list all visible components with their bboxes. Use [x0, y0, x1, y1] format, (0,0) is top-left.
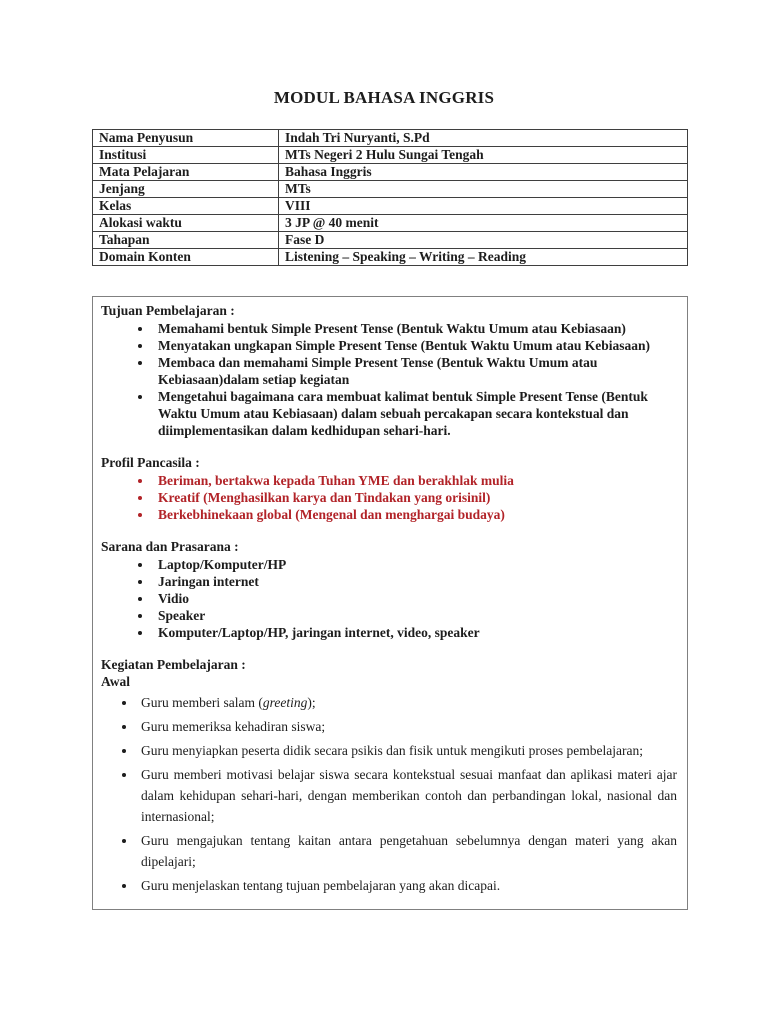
bullet-text: Guru menyiapkan peserta didik secara psikis dan fisik untuk mengikuti proses pembelajaran;	[141, 743, 643, 758]
bullet-text: Guru memberi salam (greeting);	[141, 695, 316, 710]
row-label: Jenjang	[93, 181, 279, 198]
section-subheading: Awal	[101, 674, 130, 689]
bullet-item	[153, 607, 677, 624]
section-sarana-prasarana	[101, 538, 677, 641]
row-value: VIII	[279, 198, 688, 215]
bullet-item	[137, 740, 677, 761]
row-value: MTs	[279, 181, 688, 198]
table-row	[93, 249, 688, 266]
bullet-item	[153, 506, 677, 523]
bullet-text: Speaker	[158, 608, 206, 623]
row-value: Bahasa Inggris	[279, 164, 688, 181]
table-row	[93, 232, 688, 249]
table-row	[93, 215, 688, 232]
bullet-list	[101, 320, 677, 439]
bullet-text: Menyatakan ungkapan Simple Present Tense (Bentuk Waktu Umum atau Kebiasaan)	[158, 338, 650, 353]
bullet-text: Guru mengajukan tentang kaitan antara pengetahuan sebelumnya dengan materi yang akan dipelajari;	[141, 833, 677, 869]
bullet-text: Beriman, bertakwa kepada Tuhan YME dan berakhlak mulia	[158, 473, 514, 488]
bullet-text: Vidio	[158, 591, 190, 606]
row-label: Nama Penyusun	[93, 130, 279, 147]
bullet-item	[137, 692, 677, 713]
bullet-item	[153, 573, 677, 590]
section-heading: Kegiatan Pembelajaran :	[101, 657, 246, 672]
section-heading: Tujuan Pembelajaran :	[101, 303, 235, 318]
bullet-item	[153, 556, 677, 573]
bullet-text: Membaca dan memahami Simple Present Tense (Bentuk Waktu Umum atau Kebiasaan)dalam setiap kegiatan	[158, 355, 598, 387]
section-heading: Sarana dan Prasarana :	[101, 539, 239, 554]
row-label: Domain Konten	[93, 249, 279, 266]
row-value: Indah Tri Nuryanti, S.Pd	[279, 130, 688, 147]
row-value: Listening – Speaking – Writing – Reading	[279, 249, 688, 266]
bullet-item	[153, 320, 677, 337]
row-label: Alokasi waktu	[93, 215, 279, 232]
bullet-item	[153, 489, 677, 506]
bullet-item	[137, 875, 677, 896]
bullet-item	[137, 830, 677, 872]
bullet-text: Jaringan internet	[158, 574, 259, 589]
bullet-text: Guru menjelaskan tentang tujuan pembelajaran yang akan dicapai.	[141, 878, 501, 893]
table-row	[93, 164, 688, 181]
row-label: Institusi	[93, 147, 279, 164]
page-title: MODUL BAHASA INGGRIS	[273, 88, 495, 107]
content-box	[92, 296, 688, 910]
row-label: Kelas	[93, 198, 279, 215]
bullet-list	[101, 692, 677, 896]
section-heading: Profil Pancasila :	[101, 455, 200, 470]
section-kegiatan-pembelajaran	[101, 656, 677, 896]
bullet-item	[153, 354, 677, 388]
table-row	[93, 181, 688, 198]
row-label: Mata Pelajaran	[93, 164, 279, 181]
bullet-text: Memahami bentuk Simple Present Tense (Bentuk Waktu Umum atau Kebiasaan)	[158, 321, 626, 336]
bullet-text: Berkebhinekaan global (Mengenal dan menghargai budaya)	[158, 507, 505, 522]
row-value: 3 JP @ 40 menit	[279, 215, 688, 232]
bullet-text: Komputer/Laptop/HP, jaringan internet, video, speaker	[158, 625, 480, 640]
bullet-text: Laptop/Komputer/HP	[158, 557, 287, 572]
info-table	[92, 129, 688, 266]
info-table-body	[93, 130, 688, 266]
table-row	[93, 147, 688, 164]
bullet-item	[137, 764, 677, 827]
bullet-list	[101, 556, 677, 641]
bullet-text: Kreatif (Menghasilkan karya dan Tindakan yang orisinil)	[158, 490, 491, 505]
section-profil-pancasila	[101, 454, 677, 523]
bullet-item	[153, 624, 677, 641]
bullet-text: Guru memberi motivasi belajar siswa secara kontekstual sesuai manfaat dan aplikasi materi ajar dalam kehidupan sehari-hari, dengan memberikan contoh dan perbandingan lokal, nasional dan internasional;	[141, 767, 677, 824]
row-value: Fase D	[279, 232, 688, 249]
bullet-item	[137, 716, 677, 737]
table-row	[93, 198, 688, 215]
bullet-list	[101, 472, 677, 523]
section-tujuan-pembelajaran	[101, 302, 677, 439]
row-value: MTs Negeri 2 Hulu Sungai Tengah	[279, 147, 688, 164]
bullet-item	[153, 472, 677, 489]
bullet-item	[153, 590, 677, 607]
bullet-item	[153, 337, 677, 354]
bullet-text: Guru memeriksa kehadiran siswa;	[141, 719, 326, 734]
table-row	[93, 130, 688, 147]
bullet-item	[153, 388, 677, 439]
row-label: Tahapan	[93, 232, 279, 249]
bullet-text: Mengetahui bagaimana cara membuat kalimat bentuk Simple Present Tense (Bentuk Waktu Umum atau Kebiasaan) dalam sebuah percakapan secara kontekstual dan diimplementasikan dalam kedhidupan sehari-hari.	[158, 389, 648, 438]
